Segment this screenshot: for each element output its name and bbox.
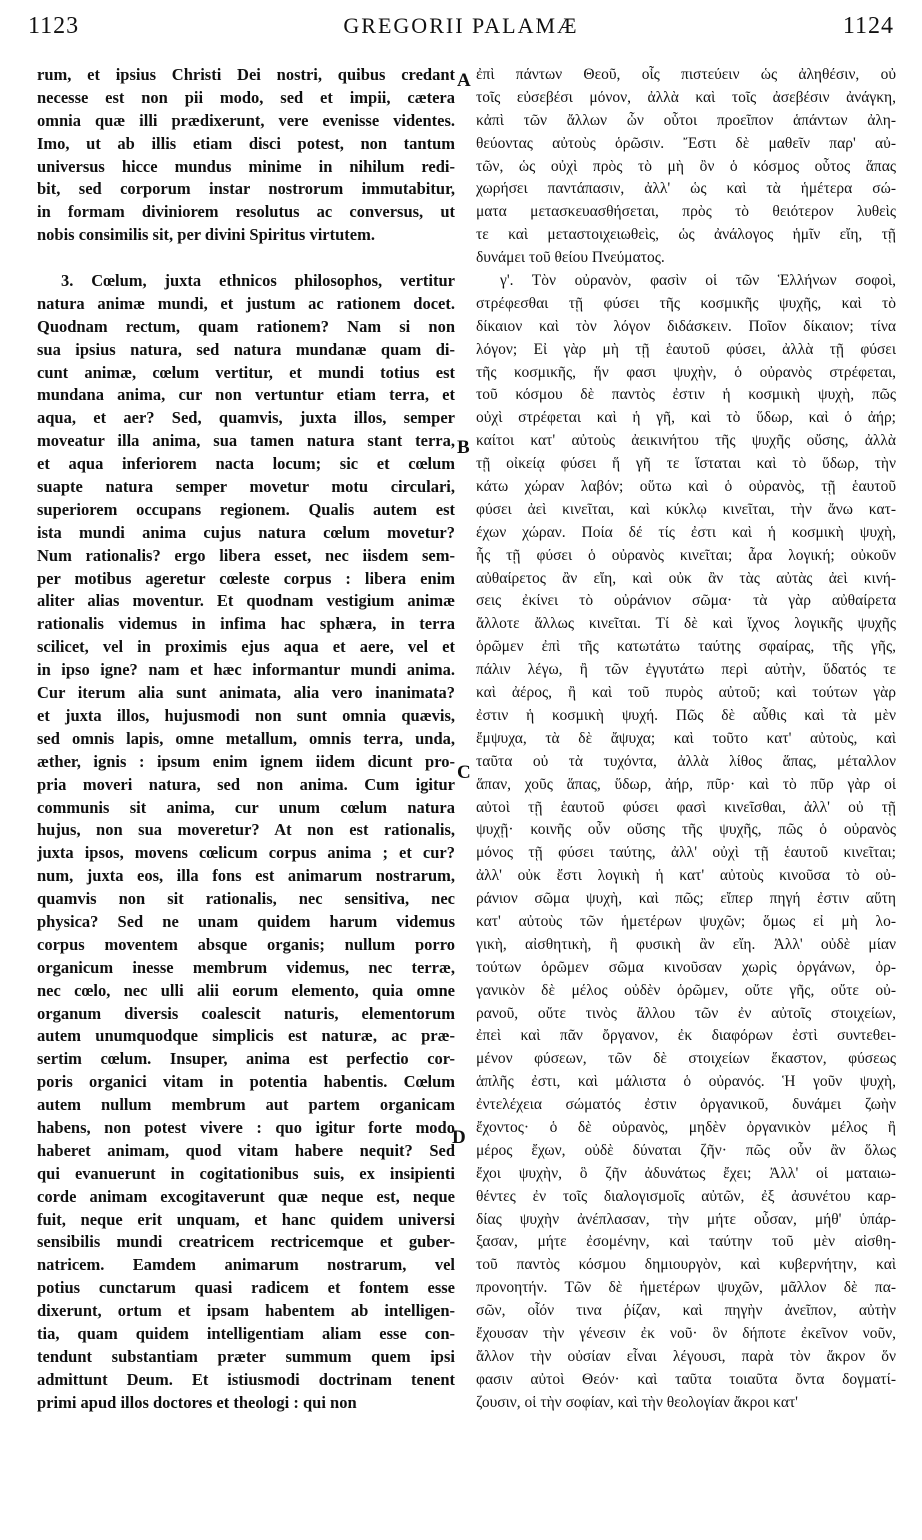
text-line: μόνος τῇ φύσει ταύτης, ἀλλ' οὐχὶ τῇ ἑαυτοῦ κινεῖται; <box>476 844 896 862</box>
text-line: δίκαιον καὶ τὸν λόγον διδάσκειν. Ποῖον δίκαιον; τίνα <box>476 317 896 335</box>
text-line: δυνάμει τοῦ θείου Πνεύματος. <box>476 249 665 267</box>
text-line: rum, et ipsius Christi Dei nostri, quibus credant <box>37 65 455 84</box>
text-line: κἀπὶ τῶν ἄλλων ὧν οὗτοι προεῖπον ἁπάντων ἀλη- <box>476 111 896 129</box>
text-line: pria moveri natura, sed non anima. Cum igitur <box>37 774 455 794</box>
text-line: τοῦ κόσμου δὲ παντὸς ἐστιν ἡ κοσμικὴ ψυχὴ, πῶς <box>476 386 896 404</box>
margin-letter-d: D <box>452 1127 466 1148</box>
text-line: αὐτοὶ τῇ ἑαυτοῦ φύσει φασὶ κινεῖσθαι, ἀλλ' οὐ τῇ <box>476 798 896 816</box>
margin-letter-b: B <box>457 437 470 458</box>
text-line: organicum inesse membrum videmus, nec terræ, <box>37 957 455 977</box>
page-number-right: 1124 <box>842 12 894 39</box>
text-line: quamvis non sit rationalis, nec sensitiva, nec <box>37 889 455 909</box>
text-line: sua ipsius natura, sed natura mundanæ quam di- <box>37 339 455 359</box>
text-line: σεις ἐκίνει τὸ οὐράνιον σῶμα· τὰ γὰρ αὐθαίρετα <box>476 592 896 610</box>
text-line: κατ' αὐτοὺς τῶν ἡμετέρων ψυχῶν; ὅμως εἰ μὴ λο- <box>476 912 896 930</box>
text-line: τῇ οἰκείᾳ φύσει ἥ γῆ τε ἵσταται καὶ τὸ ὕδωρ, τὴν <box>476 455 896 473</box>
text-line: bit, sed corporum instar nostrorum immutabitur, <box>37 179 455 199</box>
text-line: θέντες ἐν τοῖς διαλογισμοῖς αὐτῶν, ἐξ ἀσυνέτου καρ- <box>476 1187 896 1205</box>
text-line: λόγον; Εἰ γὰρ μὴ τῇ ἑαυτοῦ φύσει, ἀλλὰ τῇ φύσει <box>476 340 896 358</box>
text-line: tendunt substantiam præter summum quem ipsi <box>37 1346 455 1366</box>
text-line: habens, non potest vivere : quo igitur forte modo <box>37 1117 455 1137</box>
text-line: omnia quæ illi prædixerunt, vere evenisse videntes. <box>37 110 455 130</box>
text-line: χωρήσει παντάπασιν, ἀλλ' ὡς καὶ τὰ ἡμέτερα σώ- <box>476 180 896 198</box>
text-line: corde animam excogitaverunt quæ neque est, neque <box>37 1186 455 1206</box>
text-line: 3. Cœlum, juxta ethnicos philosophos, vertitur <box>61 271 455 291</box>
greek-column <box>476 64 896 1415</box>
text-line: mundana anima, cur non vertuntur etiam terra, et <box>37 385 455 405</box>
text-line: ἔχοι ψυχὴν, ὃ ζῆν ἀδυνάτως ἔχει; Ἀλλ' οἱ ματαιω- <box>476 1164 896 1182</box>
text-line: in ipso igne? nam et hæc informantur mundi anima. <box>37 660 455 680</box>
text-line: et juxta illos, hujusmodi non sunt omnia quævis, <box>37 705 455 725</box>
text-line: suapte natura semper movetur motu circulari, <box>37 477 455 497</box>
text-line: sed omnis lapis, omne metallum, omnis terra, unda, <box>37 728 455 748</box>
text-line: tia, quam quidem intelligentiam aliam esse con- <box>37 1323 455 1343</box>
text-line: τοῦ παντὸς κόσμου δημιουργὸν, καὶ κυβερνήτην, καὶ <box>476 1256 896 1274</box>
text-line: ρανοῦ, οὔτε τινὸς ἄλλου τῶν ἐν αὐτοῖς στοιχείων, <box>476 1004 896 1022</box>
text-line: καίτοι κατ' αὐτοὺς ἀεικινήτου τῆς ψυχῆς οὔσης, ἀλλὰ <box>476 432 896 450</box>
text-line: γανικὸν δὲ μέλος οὐδὲν ὁρῶμεν, οὔτε γῆς, οὔτε οὐ- <box>476 981 896 999</box>
text-line: καὶ ἀέρος, ἢ καὶ τοῦ πυρὸς αὐτοῦ; καὶ τούτων γὰρ <box>476 684 896 702</box>
text-line: ράνιον σῶμα ψυχὴ, καὶ πῶς; εἴπερ πηγή ἐστιν αὕτη <box>476 890 896 908</box>
text-line: nec cœlo, nec ulli alii eorum elemento, quia omne <box>37 980 455 1000</box>
text-line: προνοητήν. Τῶν δὲ ἡμετέρων ψυχῶν, μᾶλλον δὲ πα- <box>476 1279 896 1297</box>
text-line: ἔμψυχα, τὰ δὲ ἄψυχα; καὶ τοῦτο κατ' αὐτοὺς, καὶ <box>476 729 896 747</box>
text-line: οὐχὶ στρέφεται καὶ ἡ γῆ, καὶ τὸ ὕδωρ, καὶ ὁ ἀήρ; <box>476 409 896 427</box>
text-line: έχων χώραν. Ποία δέ τίς ἐστι καὶ ἡ κοσμικὴ ψυχὴ, <box>476 523 896 541</box>
text-line: corpus moventem absque organis; nullum porro <box>37 934 455 954</box>
text-line: communis sit anima, cur unum cœlum natura <box>37 797 455 817</box>
text-line: autem unumquodque simplicis est naturæ, ac præ- <box>37 1026 455 1046</box>
text-line: μέρος ἔχων, οὐδὲ δύναται ζῆν· πῶς οὖν ἂν ὅλως <box>476 1141 896 1159</box>
text-line: ἐπεὶ καὶ πᾶν ὄργανον, ἐκ διαφόρων ἐστὶ συντεθει- <box>476 1027 896 1045</box>
text-line: moveatur illa anima, sua tamen natura stant terra, <box>37 431 455 451</box>
text-line: rationalis videmus in infima hac sphæra, in terra <box>37 614 455 634</box>
text-line: τοῖς εὐσεβέσι μόνον, ἀλλὰ καὶ τοῖς ἀσεβέσιν ἀνάγκη, <box>476 88 896 106</box>
text-line: τῆς κοσμικῆς, ἥν φασι ψυχὴν, ὁ οὐρανὸς στρέφεται, <box>476 363 896 381</box>
text-line: aqua, et aer? Sed, quamvis, juxta illos, semper <box>37 408 455 428</box>
text-line: φασιν αὐτοὶ Θεόν· καὶ ταῦτα τοιαῦτα ὄντα δογματί- <box>476 1370 896 1388</box>
text-line: τούτων ὁρῶμεν σῶμα κινοῦσαν χωρὶς ὀργάνων, ὀρ- <box>476 958 896 976</box>
text-line: ἔχουσαν τὴν γένεσιν ἐκ νοῦ· ὃν δήποτε ἐκεῖνον νοῦν, <box>476 1324 896 1342</box>
text-line: δίας ψυχὴν ἀνέπλασαν, τὴν μήτε οὖσαν, μήθ' ὑπάρ- <box>476 1210 896 1228</box>
text-line: Quodnam rectum, quam rationem? Nam si non <box>37 316 455 336</box>
text-line: ζουσιν, οἱ τὴν σοφίαν, καὶ τὴν θεολογίαν ἄκροι κατ' <box>476 1393 798 1411</box>
text-line: qui evanuerunt in cogitationibus suis, ex insipienti <box>37 1163 455 1183</box>
text-line: κάτω χώραν λαβόν; οὕτω καὶ ὁ οὐρανὸς, τῇ ἑαυτοῦ <box>476 478 896 496</box>
text-line: ἁπλῆς ἐστι, καὶ μάλιστα ὁ οὐρανός. Ἡ γοῦν ψυχὴ, <box>476 1073 896 1091</box>
text-line: ἧς τῇ φύσει ὁ οὐρανὸς κινεῖται; ἆρα λογική; οὐκοῦν <box>476 546 896 564</box>
text-line: per motibus ageretur cœleste corpus : libera enim <box>37 568 455 588</box>
text-line: ἄλλοτε ἄλλως κινεῖται. Τί δὲ καὶ ἴχνος λογικῆς ψυχῆς <box>476 615 896 633</box>
text-line: φύσει ἀεὶ κινεῖται, καὶ κύκλῳ κινεῖται, τὴν ἄνω κατ- <box>476 500 896 518</box>
text-line: σῶν, οἷόν τινα ῥίζαν, καὶ πηγὴν ἀνεῖπον, αὐτὴν <box>476 1302 896 1320</box>
text-line: sertim cœlum. Insuper, anima est perfectio cor- <box>37 1049 455 1069</box>
text-line: ἐντελέχεια σώματός ἐστιν ὀργανικοῦ, δυνάμει ζωὴν <box>476 1096 896 1114</box>
text-line: ἐστιν ἡ κοσμικὴ ψυχή. Πῶς δὲ αὖθις καὶ τὰ μὲν <box>476 706 896 724</box>
page-number-left: 1123 <box>28 12 80 39</box>
text-line: autem nullum membrum aut partem organicam <box>37 1095 455 1115</box>
running-title: GREGORII PALAMÆ <box>343 13 579 38</box>
text-line: poris organici vitam in potentia habentis. Cœlum <box>37 1072 455 1092</box>
text-line: ξασαν, μήτε ἐσομένην, καὶ ταύτην τοῦ μὲν αἰσθη- <box>476 1233 896 1251</box>
text-line: ἄλλον τὴν οὐσίαν εἶναι λέγουσι, παρὰ τὸν ἄκρον ὅν <box>476 1347 896 1365</box>
text-line: τῶν, ὡς οὐχὶ πρὸς τὸ μὴ ὂν ὁ κόσμος οὗτος ἅπας <box>476 157 896 175</box>
text-line: æther, ignis : ipsum enim ignem iidem dicunt pro- <box>37 751 455 771</box>
paragraph-gap <box>37 247 455 270</box>
page-header <box>28 6 894 46</box>
text-line: juxta ipsos, movens cœlicum corpus anima ; et cur? <box>37 843 455 863</box>
text-line: ὁρῶμεν ἐπὶ τῆς κατωτάτω ταύτης σφαίρας, τῆς γῆς, <box>476 638 896 656</box>
text-line: ταῦτα οὐ τὰ τυχόντα, ἀλλὰ λίθος ἅπας, μέταλλον <box>476 752 896 770</box>
text-line: πάλιν λέγω, ἢ τῶν ἐγγυτάτω περὶ αὐτὴν, ὕδατός τε <box>476 661 896 679</box>
text-line: ista mundi anima cujus natura cœlum movetur? <box>37 522 455 542</box>
text-line: Cur iterum alia sunt animata, alia vero inanimata? <box>37 683 455 703</box>
text-line: hujus, non sua moveretur? At non est rationalis, <box>37 820 455 840</box>
text-line: necesse est non pii modo, sed et impii, cætera <box>37 87 455 107</box>
text-line: γικὴ, αἰσθητικὴ, ἢ φυσικὴ ἂν εἴη. Ἀλλ' οὐδὲ μίαν <box>476 935 896 953</box>
text-line: ψυχῇ· κοινῆς οὖν οὔσης τῆς ψυχῆς, πῶς ὁ οὐρανὸς <box>476 821 896 839</box>
text-line: et aqua inferiorem nacta locum; sic et cœlum <box>37 454 455 474</box>
text-line: ἐπὶ πάντων Θεοῦ, οἷς πιστεύειν ὡς ἀληθέσιν, οὐ <box>476 66 896 83</box>
text-line: θεύοντας αὐτοὺς ὁρῶσιν. Ἔστι δὲ μαθεῖν παρ' αὐ- <box>476 134 896 152</box>
text-line: ἅπαν, χοῦς ἅπας, ὕδωρ, ἀήρ, πῦρ· καὶ τὸ πῦρ γὰρ οἱ <box>476 775 896 793</box>
text-line: Num rationalis? ergo libera esset, nec iisdem sem- <box>37 545 455 565</box>
text-line: ματα μετασκευασθήσεται, πρὸς τὸ θειότερον λυθεὶς <box>476 203 896 221</box>
text-line: dixerunt, ortum et ipsam habentem ab intelligen- <box>37 1301 455 1321</box>
text-line: universus hicce mundus minime in nihilum redi- <box>37 156 455 176</box>
text-line: admittunt Deum. Et istiusmodi doctrinam tenent <box>37 1369 455 1389</box>
text-line: natricem. Eamdem animarum nostrarum, vel <box>37 1255 455 1275</box>
text-line: ἀλλ' οὐκ ἔστι λογικὴ ἡ κατ' αὐτοὺς κινοῦσα τὸ οὐ- <box>476 867 896 885</box>
text-line: nobis consimilis sit, per divini Spiritus virtutem. <box>37 225 375 245</box>
text-line: num, juxta eos, illa fons est animarum nostrarum, <box>37 866 455 886</box>
text-line: in formam diviniorem resolutus ac conversus, ut <box>37 202 455 222</box>
text-line: potius cunctarum quasi radicem et fontem esse <box>37 1278 455 1298</box>
latin-column <box>37 64 455 1415</box>
text-line: Imo, ut ab illis etiam disci potest, non tantum <box>37 133 455 153</box>
text-line: fuit, neque erit unquam, et hanc quidem universi <box>37 1209 455 1229</box>
text-line: primi apud illos doctores et theologi : qui non <box>37 1392 357 1412</box>
text-line: scilicet, vel in proximis ejus aqua et aere, vel et <box>37 637 455 657</box>
text-line: γ'. Τὸν οὐρανὸν, φασὶν οἱ τῶν Ἑλλήνων σοφοὶ, <box>500 272 896 290</box>
text-line: natura animæ mundi, et justum ac rationem docet. <box>37 293 455 313</box>
text-line: superiorem occupans regionem. Qualis autem est <box>37 499 455 519</box>
text-line: physica? Sed ne unam quidem harum videmus <box>37 911 455 931</box>
text-line: organum diversis coalescit naturis, elementorum <box>37 1003 455 1023</box>
text-line: μένον φύσεων, τῶν δὲ στοιχείων ἕκαστον, φύσεως <box>476 1050 896 1068</box>
text-line: τε καὶ μεταστοιχειωθεὶς, ὡς ἀνάλογος ἡμῖν εἴη, τῇ <box>476 226 896 244</box>
margin-letter-a: A <box>457 70 471 91</box>
text-line: haberet animam, quod vitam habere nequit? Sed <box>37 1140 455 1160</box>
text-line: ἔχοντος· ὁ δὲ οὐρανὸς, μηδὲν ὀργανικὸν μέλος ἢ <box>476 1118 896 1136</box>
text-line: αὐθαίρετος ἂν εἴη, καὶ οὐκ ἂν τὰς αὐτὰς ἀεὶ κινή- <box>476 569 896 587</box>
margin-letter-c: C <box>457 762 471 783</box>
text-line: sensibilis mundi creatricem rectricemque et guber- <box>37 1232 455 1252</box>
text-line: aliter alias moventur. Et quodnam vestigium animæ <box>37 591 455 611</box>
text-line: cunt animæ, cœlum vertitur, et mundi totius est <box>37 362 455 382</box>
text-line: στρέφεσθαι τῇ φύσει τῆς κοσμικῆς ψυχῆς, καὶ τὸ <box>476 294 896 312</box>
